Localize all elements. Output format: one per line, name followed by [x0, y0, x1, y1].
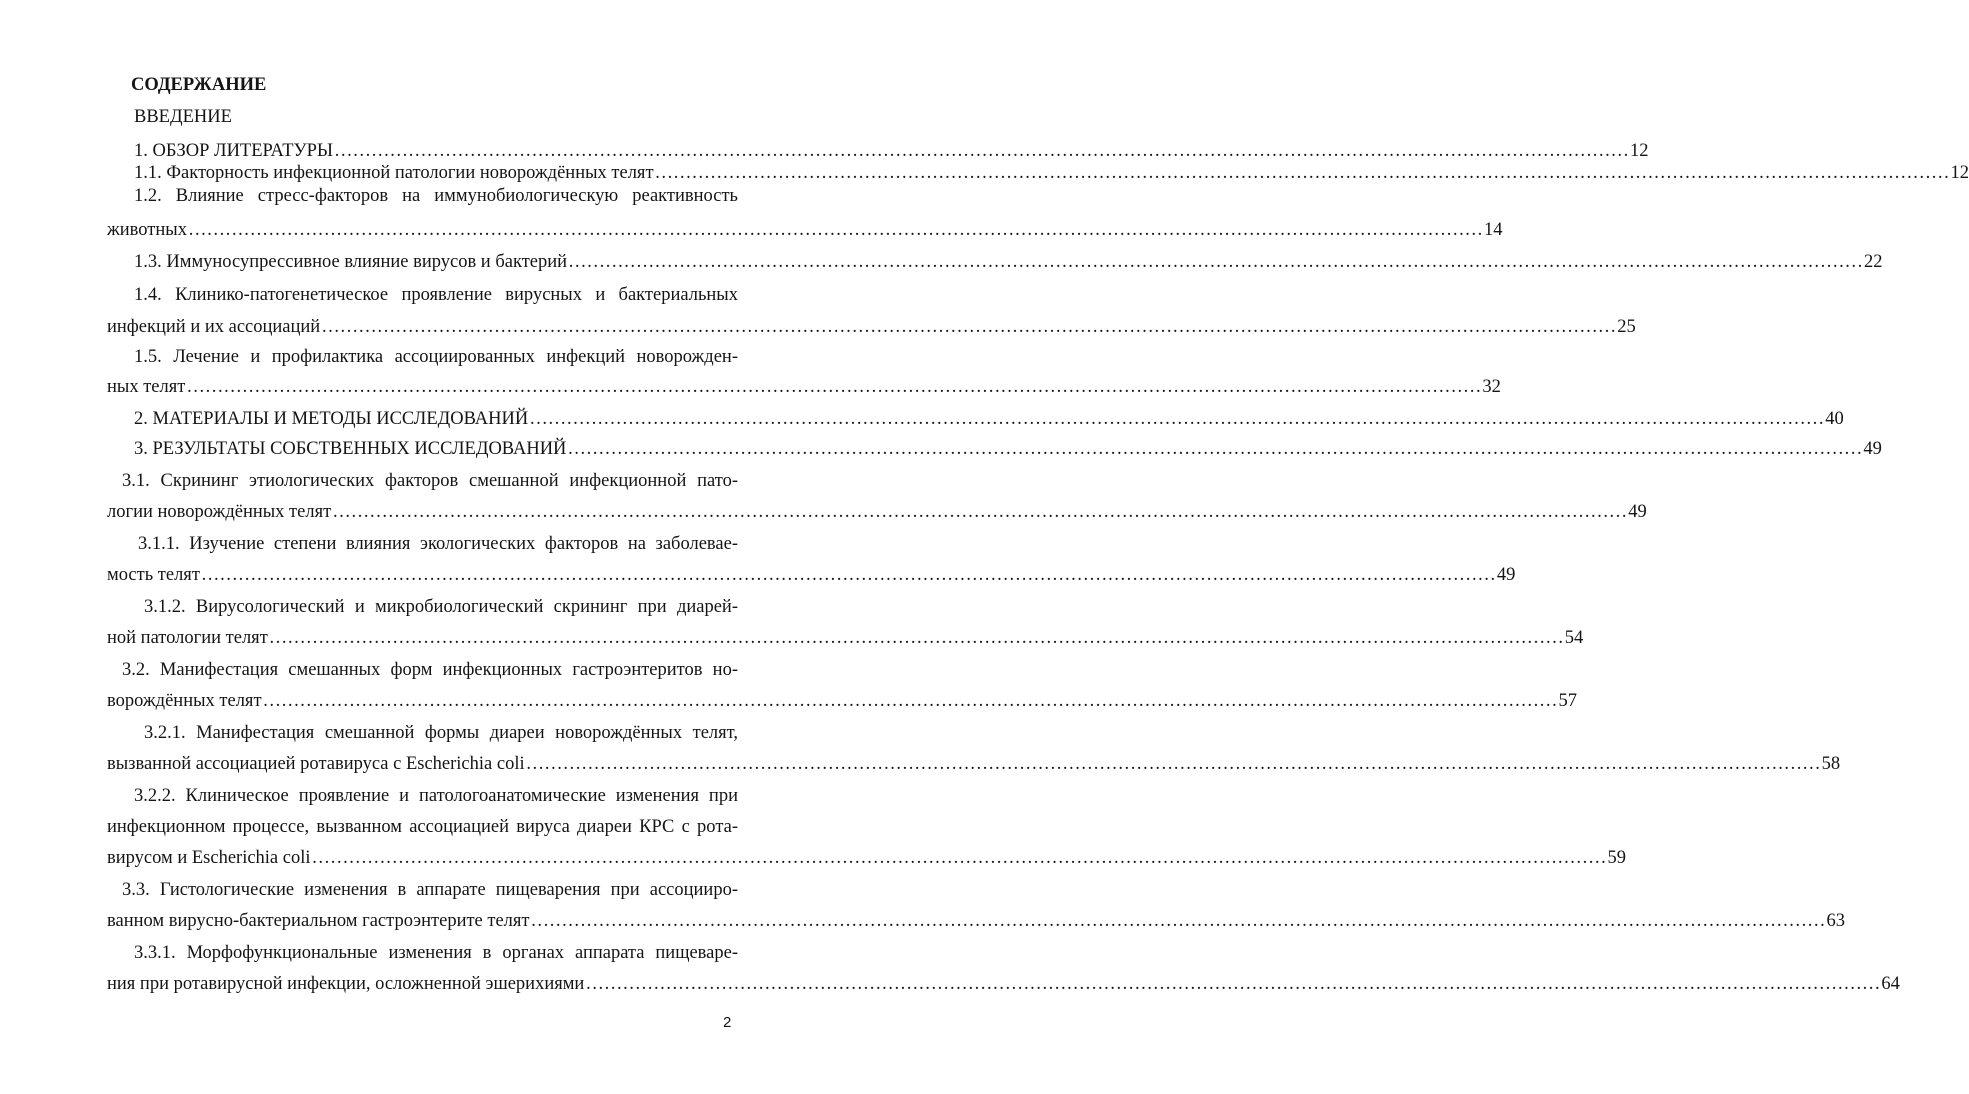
toc-entry-3-2-1-line1: 3.2.1. Манифестация смешанной формы диареи новорождённых телят, [144, 723, 738, 743]
toc-entry-3-2-1-line2: вызванной ассоциацией ротавируса с Escherichia coli ………………………………………………………………………………………………………………………………………………………………………………………… 58 [107, 754, 1841, 774]
toc-entry-3-1-line1: 3.1. Скрининг этиологических факторов смешанной инфекционной пато- [122, 471, 738, 491]
toc-entry-1: 1. ОБЗОР ЛИТЕРАТУРЫ ………………………………………………………………………………………………………………………………………………………………………………………… 12 [134, 141, 1649, 161]
toc-entry-3-1-line2: логии новорождённых телят ………………………………………………………………………………………………………………………………………………………………………………………… 49 [107, 502, 1647, 522]
toc-entry-1-5-line1: 1.5. Лечение и профилактика ассоциированных инфекций новорожден- [134, 347, 738, 367]
toc-entry-1-5-line2: ных телят ………………………………………………………………………………………………………………………………………………………………………………………… 32 [107, 377, 1501, 397]
toc-entry-3: 3. РЕЗУЛЬТАТЫ СОБСТВЕННЫХ ИССЛЕДОВАНИЙ ………………………………………………………………………………………………………………………………………………………………………………………… 49 [134, 439, 1882, 459]
toc-entry-2: 2. МАТЕРИАЛЫ И МЕТОДЫ ИССЛЕДОВАНИЙ ………………………………………………………………………………………………………………………………………………………………………………………… 40 [134, 409, 1844, 429]
toc-entry-1-4-line1: 1.4. Клинико-патогенетическое проявление вирусных и бактериальных [134, 285, 738, 305]
toc-entry-1-2-line1: 1.2. Влияние стресс-факторов на иммунобиологическую реактивность [134, 186, 738, 206]
toc-intro: ВВЕДЕНИЕ [134, 107, 232, 127]
toc-title: СОДЕРЖАНИЕ [131, 75, 267, 95]
toc-entry-1-1: 1.1. Факторность инфекционной патологии новорождённых телят ………………………………………………………………………………………………………………………………………………………………………………………… 12 [134, 163, 1969, 183]
toc-entry-3-3-1-line2: ния при ротавирусной инфекции, осложненной эшерихиями ………………………………………………………………………………………………………………………………………………………………………………………… 64 [107, 974, 1900, 994]
toc-entry-3-3-1-line1: 3.3.1. Морфофункциональные изменения в органах аппарата пищеваре- [134, 943, 738, 963]
toc-entry-3-2-line2: ворождённых телят ………………………………………………………………………………………………………………………………………………………………………………………… 57 [107, 691, 1578, 711]
toc-entry-3-1-1-line2: мость телят ………………………………………………………………………………………………………………………………………………………………………………………… 49 [107, 565, 1516, 585]
toc-entry-3-3-line2: ванном вирусно-бактериальном гастроэнтерите телят ………………………………………………………………………………………………………………………………………………………………………………………… 63 [107, 911, 1846, 931]
toc-entry-3-1-2-line1: 3.1.2. Вирусологический и микробиологический скрининг при диарей- [144, 597, 738, 617]
page-number: 2 [723, 1014, 732, 1031]
toc-entry-1-4-line2: инфекций и их ассоциаций ………………………………………………………………………………………………………………………………………………………………………………………… 25 [107, 317, 1636, 337]
toc-entry-3-3-line1: 3.3. Гистологические изменения в аппарате пищеварения при ассоцииро- [122, 880, 738, 900]
toc-entry-3-2-2-line1: 3.2.2. Клиническое проявление и патологоанатомические изменения при [134, 786, 738, 806]
toc-entry-3-2-2-line3: вирусом и Escherichia coli ………………………………………………………………………………………………………………………………………………………………………………………… 59 [107, 848, 1627, 868]
toc-entry-3-1-2-line2: ной патологии телят ………………………………………………………………………………………………………………………………………………………………………………………… 54 [107, 628, 1584, 648]
toc-entry-1-3: 1.3. Иммуносупрессивное влияние вирусов и бактерий ………………………………………………………………………………………………………………………………………………………………………………………… 22 [134, 252, 1883, 272]
toc-entry-3-2-line1: 3.2. Манифестация смешанных форм инфекционных гастроэнтеритов но- [122, 660, 738, 680]
toc-entry-3-1-1-line1: 3.1.1. Изучение степени влияния экологических факторов на заболевае- [138, 534, 738, 554]
toc-entry-3-2-2-line2: инфекционном процессе, вызванном ассоциацией вируса диареи КРС с рота- [107, 817, 738, 837]
toc-entry-1-2-line2: животных ………………………………………………………………………………………………………………………………………………………………………………………… 14 [107, 220, 1503, 240]
